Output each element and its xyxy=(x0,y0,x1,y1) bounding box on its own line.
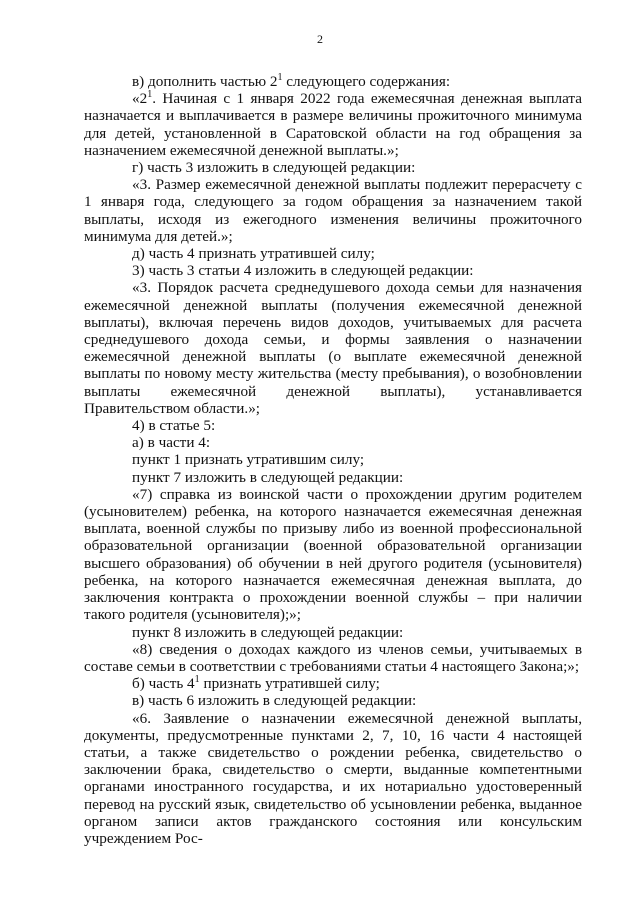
document-body xyxy=(84,73,582,847)
paragraph-16: в) часть 6 изложить в следующей редакции: xyxy=(132,692,417,710)
paragraph-9: а) в части 4: xyxy=(132,434,211,452)
paragraph-2: «$2^1$. Начиная с 1 января 2022 года ежемесячная денежная выплата назначается и выплачивается в размере величины прожиточного минимума для детей, установленной в Саратовской области на год обращения за назначением ежемесячной денежной выплаты.»; xyxy=(84,89,582,159)
paragraph-12: «7) справка из воинской части о прохождении другим родителем (усыновителем) ребенка, на которого назначается ежемесячная денежная выплата, военной службы по призыву либо из военной профессиональной образовательной организации (военной образовательной организации высшего образования) об обучении в ней другого родителя (усыновителя) ребенка, на которого назначается ежемесячная денежная выплата, до заключения контракта о прохождении военной службы – при наличии такого родителя (усыновителя);»; xyxy=(84,485,582,624)
paragraph-8: 4) в статье 5: xyxy=(132,417,216,435)
paragraph-10: пункт 1 признать утратившим силу; xyxy=(132,451,365,469)
paragraph-15: б) часть $4^1$ признать утратившей силу; xyxy=(132,674,380,693)
paragraph-3: г) часть 3 изложить в следующей редакции: xyxy=(132,159,416,177)
paragraph-7: «3. Порядок расчета среднедушевого дохода семьи для назначения ежемесячной денежной выплаты (получения ежемесячной денежной выплаты), включая перечень видов доходов, учитываемых для расчета среднедушевого дохода семьи, и формы заявления о назначении ежемесячной денежной выплаты (о выплате ежемесячной денежной выплаты по новому месту жительства (месту пребывания), о возобновлении выплаты ежемесячной денежной выплаты), устанавливается Правительством области.»; xyxy=(84,279,582,417)
paragraph-6: 3) часть 3 статьи 4 изложить в следующей редакции: xyxy=(132,262,474,280)
paragraph-17: «6. Заявление о назначении ежемесячной денежной выплаты, документы, предусмотренные пунктами 2, 7, 10, 16 части 4 настоящей статьи, а также свидетельство о рождении ребенка, свидетельство о заключении брака, свидетельство о смерти, выданные компетентными органами иностранного государства, и их нотариально удостоверенный перевод на русский язык, свидетельство об усыновлении ребенка, выданное органом записи актов гражданского состояния или консульским учреждением Рос- xyxy=(84,709,582,847)
paragraph-1: в) дополнить частью $2^1$ следующего содержания: xyxy=(132,72,451,90)
paragraph-5: д) часть 4 признать утратившей силу; xyxy=(132,245,375,263)
paragraph-11: пункт 7 изложить в следующей редакции: xyxy=(132,468,404,486)
paragraph-14: «8) сведения о доходах каждого из членов семьи, учитываемых в составе семьи в соответствии с требованиями статьи 4 настоящего Закона;»; xyxy=(84,640,582,675)
paragraph-13: пункт 8 изложить в следующей редакции: xyxy=(132,623,404,641)
paragraph-4: «3. Размер ежемесячной денежной выплаты подлежит перерасчету с 1 января года, следующего за годом обращения за назначением такой выплаты, исходя из ежегодного изменения величины прожиточного минимума для детей.»; xyxy=(84,176,582,245)
page-number: 2 xyxy=(317,32,323,46)
